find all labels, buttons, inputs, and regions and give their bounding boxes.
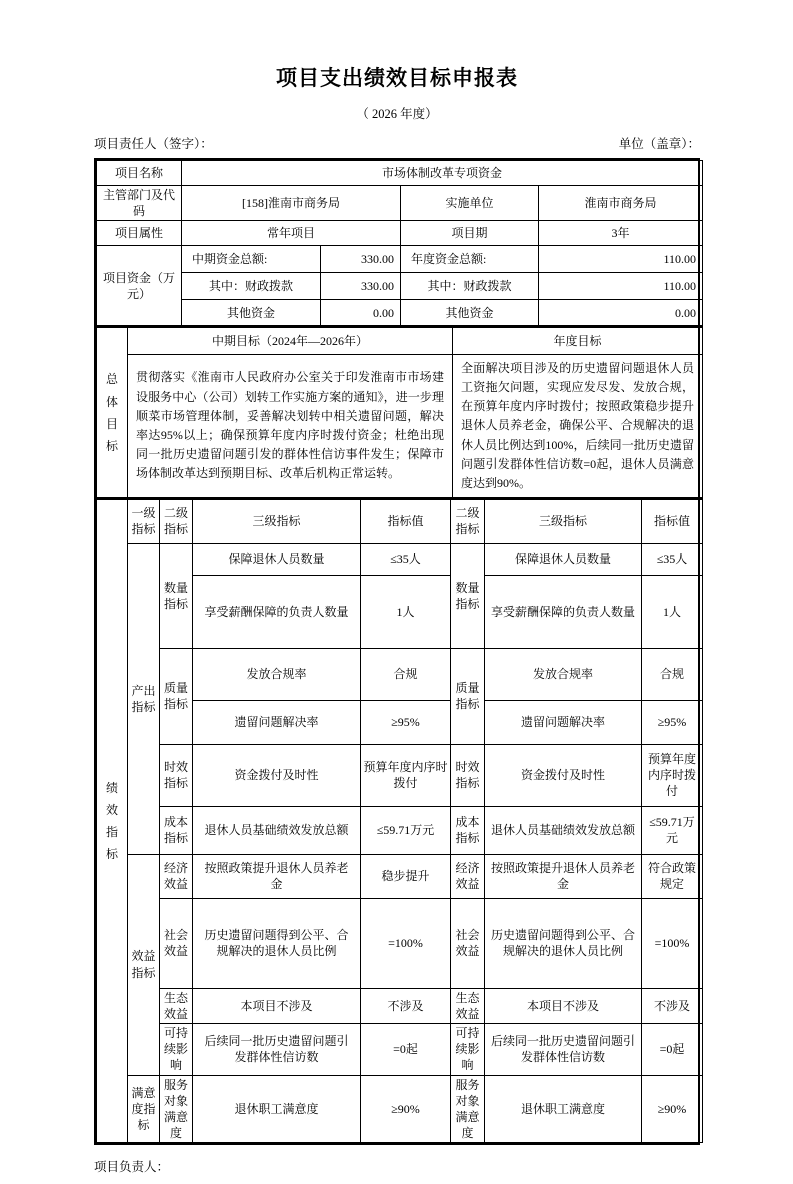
mid-total-label: 中期资金总额:	[182, 246, 321, 273]
level2-sustain-right: 可持续影响	[451, 1024, 485, 1076]
table-row	[97, 300, 703, 326]
indicator-name: 本项目不涉及	[193, 988, 361, 1023]
level2-sustain-left: 可持续影响	[160, 1024, 193, 1076]
indicator-value: =0起	[361, 1024, 451, 1076]
mid-target-header: 中期目标（2024年—2026年）	[128, 327, 453, 354]
annual-total-label: 年度资金总额:	[401, 246, 539, 273]
form-year: （ 2026 年度）	[356, 107, 438, 121]
indicator-name: 遗留问题解决率	[193, 700, 361, 744]
level2-service-left: 服务对象满意度	[160, 1075, 193, 1143]
mid-fiscal-label: 其中：财政拨款	[182, 273, 321, 300]
header-level2-right: 二级指标	[451, 499, 485, 543]
indicator-name: 发放合规率	[485, 648, 642, 700]
indicator-name: 退休职工满意度	[193, 1075, 361, 1143]
header-level1: 一级指标	[128, 499, 160, 543]
indicator-value: 稳步提升	[361, 854, 451, 898]
table-row	[97, 327, 703, 354]
overall-target-label: 总体目标	[97, 327, 128, 497]
level1-output: 产出指标	[128, 543, 160, 854]
mid-other-value: 0.00	[321, 300, 401, 326]
indicator-value: ≥90%	[642, 1075, 703, 1143]
attr-value: 常年项目	[182, 221, 401, 246]
funds-label: 项目资金（万元）	[97, 246, 182, 326]
level2-timeliness-left: 时效指标	[160, 744, 193, 806]
indicator-value: ≤59.71万元	[361, 806, 451, 854]
table-row	[97, 1024, 703, 1076]
indicator-value: 符合政策规定	[642, 854, 703, 898]
responsible-person-label: 项目责任人（签字）：	[94, 137, 213, 151]
page-title: 项目支出绩效目标申报表	[276, 66, 518, 90]
overall-target-table	[96, 326, 703, 498]
indicator-value: ≥90%	[361, 1075, 451, 1143]
table-row	[97, 161, 703, 186]
header-level3-left: 三级指标	[193, 499, 361, 543]
attr-label: 项目属性	[97, 221, 182, 246]
header-value-left: 指标值	[361, 499, 451, 543]
indicator-name: 后续同一批历史遗留问题引发群体性信访数	[485, 1024, 642, 1076]
indicator-value: 1人	[642, 575, 703, 648]
indicator-header-row	[97, 499, 703, 543]
level1-benefit: 效益指标	[128, 854, 160, 1075]
annual-other-value: 0.00	[539, 300, 703, 326]
mid-target-text: 贯彻落实《淮南市人民政府办公室关于印发淮南市市场建设服务中心（公司）划转工作实施方案的通知》，进一步理顺菜市场管理体制，妥善解决划转中相关遗留问题，解决率达95%以上；确保预算年度内序时拨付资金；杜绝出现同一批历史遗留问题引发的群体性信访事件发生；保障市场体制改革达到预期目标、改革后机构正常运转。	[128, 354, 453, 497]
level1-satisfaction: 满意度指标	[128, 1075, 160, 1143]
annual-target-header: 年度目标	[453, 327, 703, 354]
indicator-name: 享受薪酬保障的负责人数量	[193, 575, 361, 648]
level2-quality-right: 质量指标	[451, 648, 485, 744]
project-name-label: 项目名称	[97, 161, 182, 186]
indicator-name: 遗留问题解决率	[485, 700, 642, 744]
indicator-name: 后续同一批历史遗留问题引发群体性信访数	[193, 1024, 361, 1076]
unit-seal-label: 单位（盖章）：	[618, 137, 700, 151]
header-value-right: 指标值	[642, 499, 703, 543]
indicator-name: 按照政策提升退休人员养老金	[193, 854, 361, 898]
level2-quantity-left: 数量指标	[160, 543, 193, 648]
form-page	[0, 62, 700, 1175]
indicator-value: =100%	[361, 898, 451, 988]
indicator-value: ≥95%	[361, 700, 451, 744]
annual-other-label: 其他资金	[401, 300, 539, 326]
dept-value: [158]淮南市商务局	[182, 186, 401, 221]
level2-social-left: 社会效益	[160, 898, 193, 988]
table-row	[97, 543, 703, 575]
indicator-name: 退休职工满意度	[485, 1075, 642, 1143]
mid-other-label: 其他资金	[182, 300, 321, 326]
table-row	[97, 1075, 703, 1143]
level2-economic-right: 经济效益	[451, 854, 485, 898]
info-table	[96, 160, 703, 326]
perf-indicator-label: 绩效指标	[97, 499, 128, 1143]
level2-quantity-right: 数量指标	[451, 543, 485, 648]
indicator-value: 合规	[361, 648, 451, 700]
table-row	[97, 854, 703, 898]
indicator-name: 退休人员基础绩效发放总额	[485, 806, 642, 854]
level2-cost-left: 成本指标	[160, 806, 193, 854]
indicator-name: 发放合规率	[193, 648, 361, 700]
indicator-value: 不涉及	[361, 988, 451, 1023]
indicator-name: 历史遗留问题得到公平、合规解决的退休人员比例	[485, 898, 642, 988]
indicator-table	[96, 498, 703, 1143]
annual-fiscal-label: 其中：财政拨款	[401, 273, 539, 300]
indicator-name: 资金拨付及时性	[485, 744, 642, 806]
table-row	[97, 806, 703, 854]
indicator-value: 1人	[361, 575, 451, 648]
indicator-value: 不涉及	[642, 988, 703, 1023]
annual-total-value: 110.00	[539, 246, 703, 273]
level2-service-right: 服务对象满意度	[451, 1075, 485, 1143]
header-level2-left: 二级指标	[160, 499, 193, 543]
period-value: 3年	[539, 221, 703, 246]
mid-fiscal-value: 330.00	[321, 273, 401, 300]
header-level3-right: 三级指标	[485, 499, 642, 543]
indicator-value: ≤35人	[361, 543, 451, 575]
project-manager-label: 项目负责人：	[94, 1160, 170, 1175]
level2-eco-right: 生态效益	[451, 988, 485, 1023]
indicator-name: 本项目不涉及	[485, 988, 642, 1023]
indicator-name: 保障退休人员数量	[193, 543, 361, 575]
mid-total-value: 330.00	[321, 246, 401, 273]
indicator-name: 享受薪酬保障的负责人数量	[485, 575, 642, 648]
annual-target-text: 全面解决项目涉及的历史遗留问题退休人员工资拖欠问题，实现应发尽发、发放合规，在预算年度内序时拨付；按照政策稳步提升退休人员养老金，确保公平、合规解决的退休人员比例达到100%，后续同一批历史遗留问题引发群体性信访数=0起，退休人员满意度达到90%。	[453, 354, 703, 497]
table-row	[97, 246, 703, 273]
level2-quality-left: 质量指标	[160, 648, 193, 744]
annual-fiscal-value: 110.00	[539, 273, 703, 300]
project-name-value: 市场体制改革专项资金	[182, 161, 703, 186]
dept-label: 主管部门及代码	[97, 186, 182, 221]
indicator-name: 保障退休人员数量	[485, 543, 642, 575]
indicator-value: =0起	[642, 1024, 703, 1076]
indicator-value: ≤59.71万元	[642, 806, 703, 854]
indicator-value: 合规	[642, 648, 703, 700]
indicator-value: 预算年度内序时拨付	[361, 744, 451, 806]
level2-cost-right: 成本指标	[451, 806, 485, 854]
table-row	[97, 186, 703, 221]
table-row	[97, 898, 703, 988]
level2-timeliness-right: 时效指标	[451, 744, 485, 806]
table-row	[97, 988, 703, 1023]
table-row	[97, 648, 703, 700]
indicator-value: ≤35人	[642, 543, 703, 575]
form-table	[94, 158, 700, 1145]
table-row	[97, 354, 703, 497]
level2-social-right: 社会效益	[451, 898, 485, 988]
indicator-name: 按照政策提升退休人员养老金	[485, 854, 642, 898]
period-label: 项目期	[401, 221, 539, 246]
impl-unit-label: 实施单位	[401, 186, 539, 221]
indicator-name: 资金拨付及时性	[193, 744, 361, 806]
signature-row	[94, 134, 700, 152]
indicator-name: 历史遗留问题得到公平、合规解决的退休人员比例	[193, 898, 361, 988]
indicator-value: ≥95%	[642, 700, 703, 744]
indicator-value: 预算年度内序时拨付	[642, 744, 703, 806]
table-row	[97, 273, 703, 300]
impl-unit-value: 淮南市商务局	[539, 186, 703, 221]
table-row	[97, 744, 703, 806]
indicator-name: 退休人员基础绩效发放总额	[193, 806, 361, 854]
level2-economic-left: 经济效益	[160, 854, 193, 898]
indicator-value: =100%	[642, 898, 703, 988]
level2-eco-left: 生态效益	[160, 988, 193, 1023]
table-row	[97, 221, 703, 246]
